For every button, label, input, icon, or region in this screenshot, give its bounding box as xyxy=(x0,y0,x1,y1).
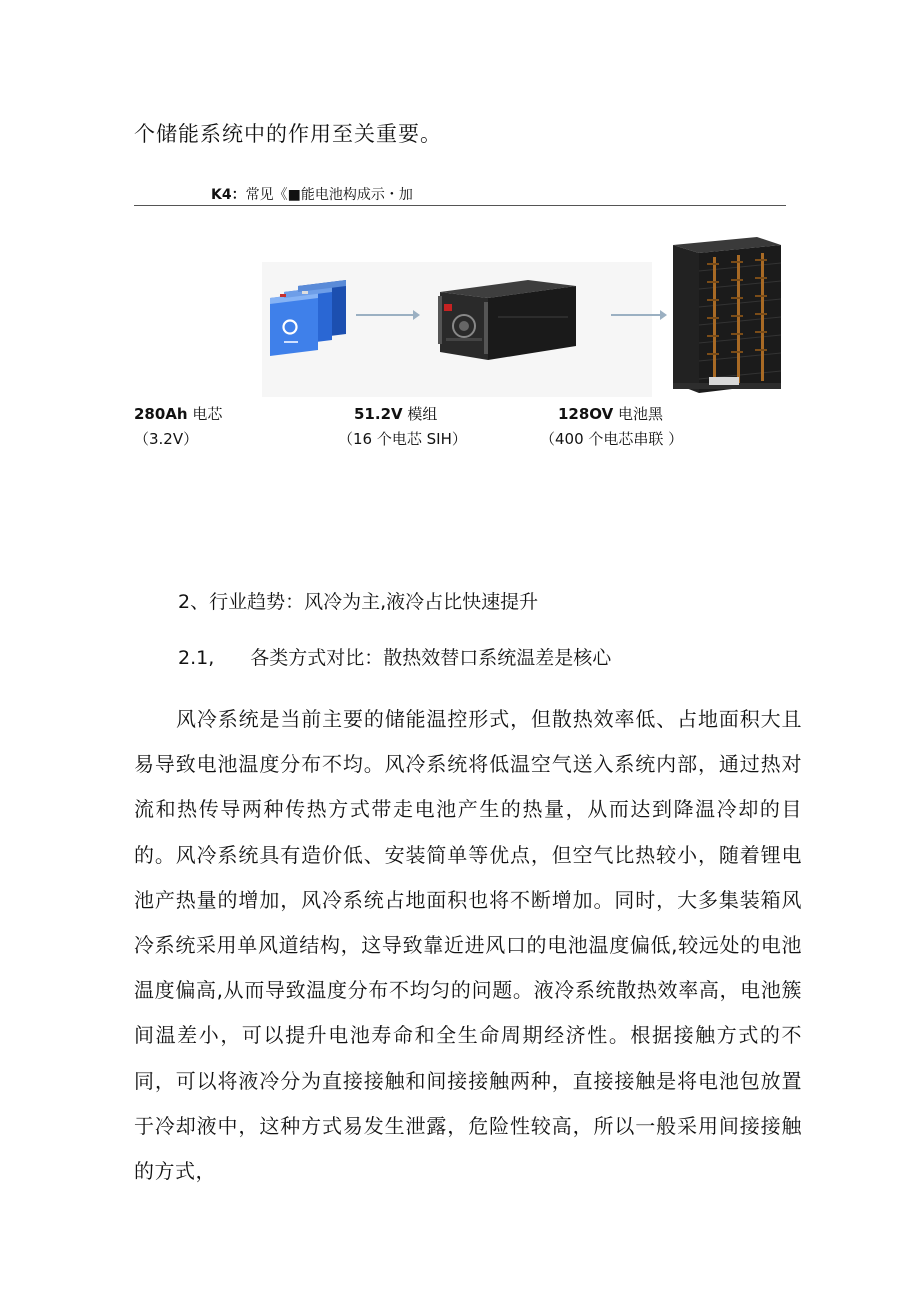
battery-cell-icon xyxy=(258,278,354,360)
module-name: 模组 xyxy=(402,405,438,423)
figure-label-rack-line1 xyxy=(540,402,683,427)
rack-voltage: 128OV xyxy=(558,405,614,423)
rack-name: 电池黑 xyxy=(613,405,664,423)
subsection-heading xyxy=(178,643,611,670)
figure-label-cell-line1 xyxy=(134,402,222,427)
caption-divider xyxy=(134,205,786,206)
figure-label-module-line1 xyxy=(338,402,467,427)
subsection-title: 各类方式对比：散热效替口系统温差是核心 xyxy=(250,647,612,669)
cell-voltage: （3.2V） xyxy=(134,430,199,448)
battery-module-icon xyxy=(432,276,580,364)
section-heading: 2、行业趋势：风冷为主,液冷占比快速提升 xyxy=(178,591,539,613)
cell-name: 电芯 xyxy=(187,405,223,423)
module-composition: （16 个电芯 SIH） xyxy=(338,430,467,448)
body-paragraph: 风冷系统是当前主要的储能温控形式，但散热效率低、占地面积大且易导致电池温度分布不均。风冷系统将低温空气送入系统内部，通过热对流和热传导两种传热方式带走电池产生的热量，从而达到降温冷却的目的。风冷系统具有造价低、安装简单等优点，但空气比热较小，随着锂电池产热量的增加，风冷系统占地面积也将不断增加。同时，大多集装箱风冷系统采用单风道结构，这导致靠近进风口的电池温度偏低,较远处的电池温度偏高,从而导致温度分布不均匀的问题。液冷系统散热效率高，电池簇间温差小，可以提升电池寿命和全生命周期经济性。根据接触方式的不同，可以将液冷分为直接接触和间接接触两种，直接接触是将电池包放置于冷却液中，这种方式易发生泄露，危险性较高，所以一般采用间接接触的方式， xyxy=(134,707,802,1184)
figure-label-cell xyxy=(134,402,222,452)
figure-label-module xyxy=(338,402,467,452)
lead-text: 个储能系统中的作用至关重要。 xyxy=(134,122,442,146)
module-voltage: 51.2V xyxy=(354,405,403,423)
figure-caption xyxy=(211,184,413,204)
arrow-module-to-rack xyxy=(611,314,661,316)
battery-rack-icon xyxy=(667,233,787,395)
subsection-number: 2.1, xyxy=(178,647,215,669)
figure-caption-text: 常见《■能电池构成示・加 xyxy=(245,187,413,203)
rack-composition: （400 个电芯串联 ） xyxy=(540,430,684,448)
figure-label-rack xyxy=(540,402,683,452)
arrow-cell-to-module xyxy=(356,314,414,316)
cell-capacity: 280Ah xyxy=(134,405,188,423)
figure-caption-number: K4： xyxy=(211,187,246,203)
